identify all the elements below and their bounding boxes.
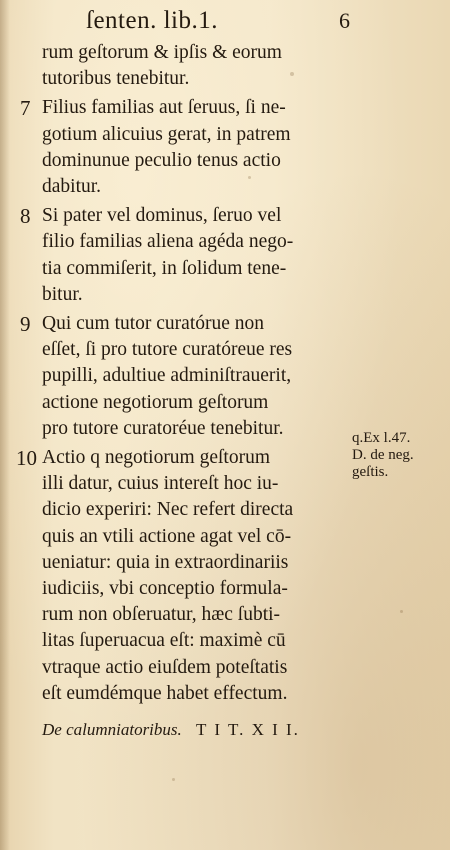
text-line: eſſet, ſi pro tutore curatóreue res: [42, 339, 293, 361]
text-line: filio familias aliena agéda nego-: [42, 231, 294, 253]
margin-note: [352, 430, 448, 481]
paper-speck: [400, 610, 403, 613]
text-line: rum non obſeruatur, hæc ſubti-: [42, 604, 281, 626]
section-heading: [42, 716, 348, 744]
text-line: rum geſtorum & ipſis & eorum: [42, 42, 282, 63]
page-gutter-shadow: [0, 0, 10, 850]
text-line: vtraque actio eiuſdem poteſtatis: [42, 656, 288, 678]
text-line: dabitur.: [42, 176, 102, 197]
paragraph-number: 7: [20, 96, 31, 121]
page-header: [44, 6, 350, 36]
text-line: iudiciis, vbi conceptio formula-: [42, 578, 288, 599]
text-line: pro tutore curatoréue tenebitur.: [42, 417, 284, 439]
text-line: Filius familias aut ſeruus, ſi ne-: [42, 97, 286, 119]
margin-note-line: q.Ex l.47.: [352, 430, 411, 446]
folio-number: 6: [339, 8, 350, 33]
text-line: Actio q negotiorum geſtorum: [42, 447, 271, 468]
text-line: gotium alicuius gerat, in patrem: [42, 123, 291, 145]
running-title: ſenten. lib.1.: [86, 7, 218, 34]
text-line: quis an vtili actione agat vel cō-: [42, 525, 292, 547]
text-line: litas ſuperuacua eſt: maximè cū: [42, 630, 286, 652]
paper-speck: [290, 72, 294, 76]
text-line: ueniatur: quia in extraordinariis: [42, 551, 289, 573]
paragraph-number: 10: [16, 446, 37, 470]
text-line: actione negotiorum geſtorum: [42, 391, 269, 413]
paper-speck: [172, 778, 175, 781]
text-line: illi datur, cuius intereſt hoc iu-: [42, 473, 279, 495]
text-line: Si pater vel dominus, ſeruo vel: [42, 205, 282, 227]
text-line: dominunue peculio tenus actio: [42, 149, 281, 171]
paragraph-number: 9: [20, 312, 31, 336]
text-line: eſt eumdémque habet effectum.: [42, 682, 288, 704]
paper-speck: [248, 176, 251, 179]
text-line: dicio experiri: Nec refert directa: [42, 499, 294, 521]
paragraph-number: 8: [20, 204, 31, 229]
text-line: pupilli, adultiue adminiſtrauerit,: [42, 365, 292, 387]
margin-note-line: geſtis.: [352, 464, 389, 480]
text-line: tia commiſerit, in ſolidum tene-: [42, 257, 287, 279]
section-heading-title: T I T. X I I.: [196, 720, 300, 739]
text-line: tutoribus tenebitur.: [42, 68, 190, 90]
margin-note-line: D. de neg.: [352, 447, 414, 463]
text-line: bitur.: [42, 283, 83, 305]
section-heading-italic: De calumniatoribus.: [42, 720, 182, 739]
text-line: Qui cum tutor curatórue non: [42, 313, 265, 334]
